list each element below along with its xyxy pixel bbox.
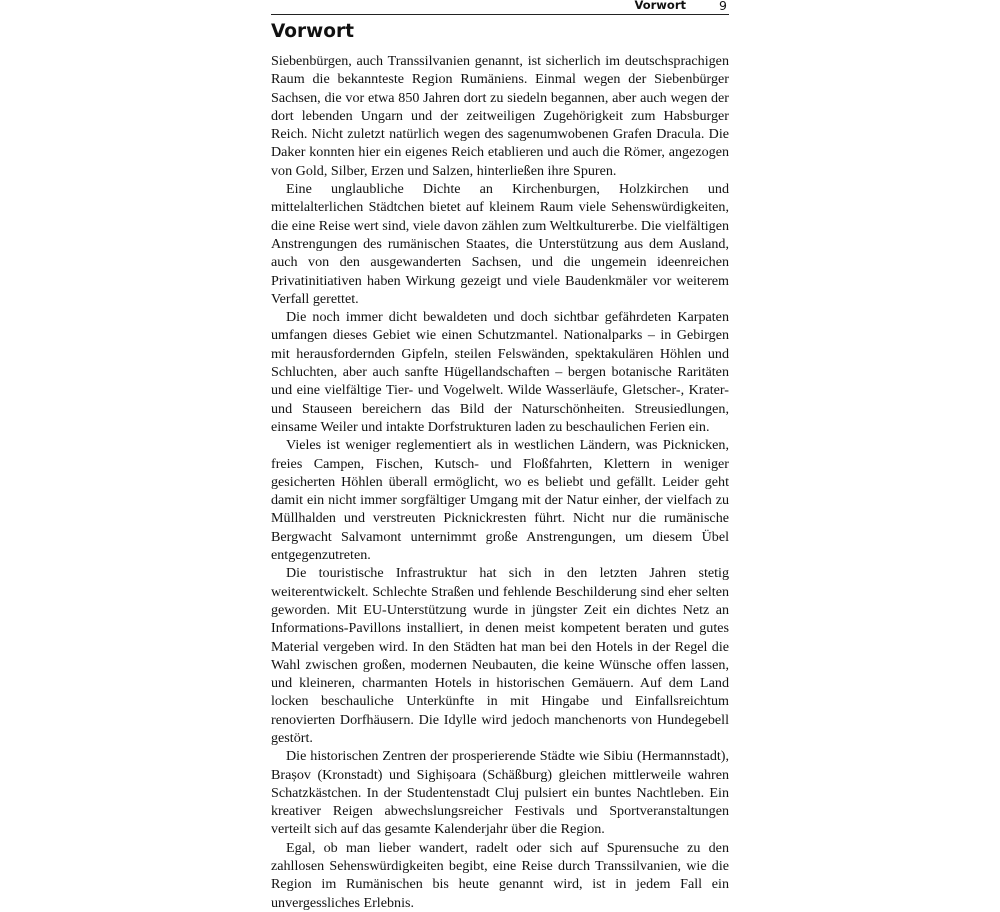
body-text [271, 52, 729, 912]
paragraph-7: Egal, ob man lieber wandert, radelt oder sich auf Spurensuche zu den zahllosen Sehenswürdigkeiten begibt, eine Reise durch Transsilvanien, wie die Region im Rumänischen bis heute genannt wird, ist in jedem Fall ein unvergessliches Erlebnis. [271, 839, 729, 911]
paragraph-4: Vieles ist weniger reglementiert als in westlichen Ländern, was Picknicken, freies Campen, Fischen, Kutsch- und Floßfahrten, Klettern in weniger gesicherten Höhlen überall ermöglicht, wo es beliebt und gefällt. Leider geht damit ein nicht immer sorgfältiger Umgang mit der Natur einher, der vielfach zu Müllhalden und verstreuten Picknickresten führt. Nicht nur die rumänische Bergwacht Salvamont unternimmt große Anstrengungen, um diesem Übel entgegenzutreten. [271, 437, 729, 564]
paragraph-2: Eine unglaubliche Dichte an Kirchenburgen, Holzkirchen und mittelalterlichen Städtchen bietet auf kleinem Raum viele Sehenswürdigkeiten, die eine Reise wert sind, viele davon zählen zum Weltkulturerbe. Die vielfältigen Anstrengungen des rumänischen Staates, die Unterstützung aus dem Ausland, auch von den ausgewanderten Sachsen, und die ungemein ideenreichen Privatinitiativen haben Wirkung gezeigt und viele Baudenkmäler vor weiterem Verfall gerettet. [271, 181, 729, 307]
paragraph-6: Die historischen Zentren der prosperierende Städte wie Sibiu (Hermannstadt), Brașov (Kronstadt) und Sighișoara (Schäßburg) gleichen mittlerweile wahren Schatzkästchen. In der Studentenstadt Cluj pulsiert ein buntes Nachtleben. Ein kreativer Reigen abwechslungsreicher Festivals und Sportveranstaltungen verteilt sich auf das gesamte Kalenderjahr über die Region. [271, 748, 729, 838]
paragraph-1: Siebenbürgen, auch Transsilvanien genannt, ist sicherlich im deutschsprachigen Raum die bekannteste Region Rumäniens. Einmal wegen der Siebenbürger Sachsen, die vor etwa 850 Jahren dort zu siedeln begannen, aber auch wegen der dort lebenden Ungarn und der zeitweiligen Zugehörigkeit zum Habsburger Reich. Nicht zuletzt natürlich wegen des sagenumwobenen Grafen Dracula. Die Daker konnten hier ein eigenes Reich etablieren und auch die Römer, angezogen von Gold, Silber, Erzen und Salzen, hinterließen ihre Spuren. [271, 53, 729, 179]
running-header [271, 0, 729, 15]
book-page [271, 0, 729, 912]
running-header-title: Vorwort [634, 0, 686, 12]
paragraph-3: Die noch immer dicht bewaldeten und doch sichtbar gefährdeten Karpaten umfangen dieses Gebiet wie einen Schutzmantel. Nationalparks – in Gebirgen mit herausfordernden Gipfeln, steilen Felswänden, spektakulären Höhlen und Schluchten, aber auch sanfte Hügellandschaften – bergen botanische Raritäten und eine vielfältige Tier- und Vogelwelt. Wilde Wasserläufe, Gletscher-, Krater- und Stauseen bereichern das Bild der Naturschönheiten. Streusiedlungen, einsame Weiler und intakte Dorfstrukturen laden zu beschaulichen Ferien ein. [271, 309, 729, 435]
page-number: 9 [719, 0, 727, 13]
paragraph-5: Die touristische Infrastruktur hat sich in den letzten Jahren stetig weiterentwickelt. Schlechte Straßen und fehlende Beschilderung sind eher selten geworden. Mit EU-Unterstützung wurde in jüngster Zeit ein dichtes Netz an Informations-Pavillons installiert, in denen meist kompetent beraten und gutes Material vergeben wird. In den Städten hat man bei den Hotels in der Regel die Wahl zwischen großen, modernen Neubauten, die keine Wünsche offen lassen, und kleineren, charmanten Hotels in historischen Gemäuern. Auf dem Land locken beschauliche Unterkünfte in mit Hingabe und Einfallsreichtum renovierten Dorfhäusern. Die Idylle wird jedoch manchenorts von Hundegebell gestört. [271, 565, 729, 746]
chapter-title: Vorwort [271, 21, 354, 42]
